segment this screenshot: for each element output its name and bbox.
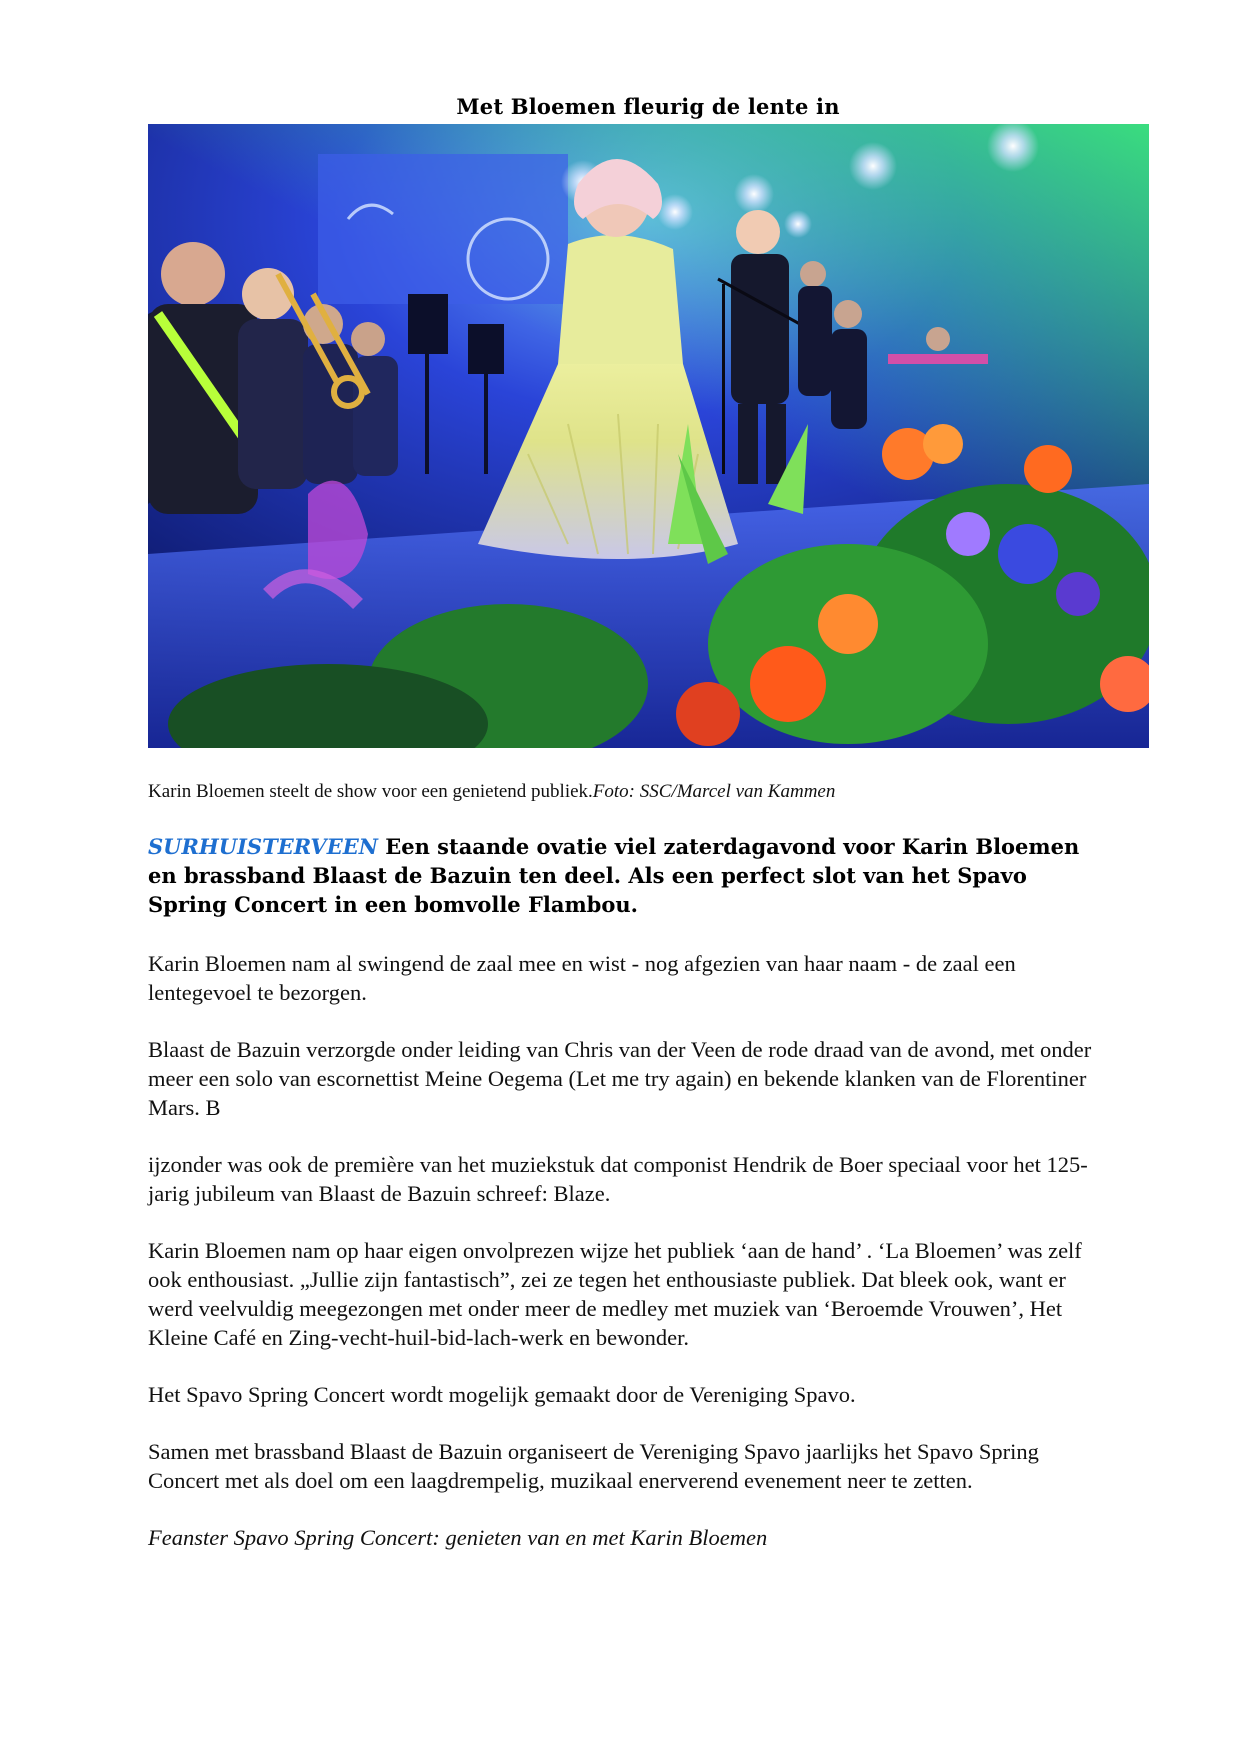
caption-text: Karin Bloemen steelt de show voor een genietend publiek.	[148, 781, 593, 802]
body-paragraph-3: ijzonder was ook de première van het muziekstuk dat componist Hendrik de Boer speciaal voor het 125-jarig jubileum van Blaast de Bazuin schreef: Blaze.	[148, 1152, 1088, 1206]
concert-photo	[148, 124, 1149, 748]
body-paragraph-2: Blaast de Bazuin verzorgde onder leiding van Chris van der Veen de rode draad van de avond, met onder meer een solo van escornettist Meine Oegema (Let me try again) en bekende klanken van de Florentiner Mars. B	[148, 1037, 1092, 1120]
dateline: SURHUISTERVEEN	[148, 834, 378, 859]
body-paragraph-5: Het Spavo Spring Concert wordt mogelijk gemaakt door de Vereniging Spavo.	[148, 1382, 856, 1407]
photo-credit: Foto: SSC/Marcel van Kammen	[592, 781, 836, 802]
body-paragraph-4: Karin Bloemen nam op haar eigen onvolprezen wijze het publiek ‘aan de hand’ . ‘La Bloemen’ was zelf ook enthousiast. „Jullie zijn fantastisch”, zei ze tegen het enthousiaste publiek. Dat bleek ook, want er werd veelvuldig meegezongen met onder meer de medley met muziek van ‘Beroemde Vrouwen’, Het Kleine Café en Zing-vecht-huil-bid-lach-werk en bewonder.	[148, 1238, 1082, 1350]
body-paragraph-1: Karin Bloemen nam al swingend de zaal mee en wist - nog afgezien van haar naam - de zaal een lentegevoel te bezorgen.	[148, 951, 1016, 1005]
article-body	[148, 949, 1108, 1580]
concert-photo-illustration	[148, 124, 1149, 748]
body-paragraph-6: Samen met brassband Blaast de Bazuin organiseert de Vereniging Spavo jaarlijks het Spavo Spring Concert met als doel om een laagdrempelig, muzikaal enerverend evenement neer te zetten.	[148, 1439, 1039, 1493]
article-headline: Met Bloemen fleurig de lente in	[456, 94, 840, 119]
photo-caption	[148, 781, 1148, 803]
article-lead	[148, 832, 1108, 919]
lead-text: Een staande ovatie viel zaterdagavond voor Karin Bloemen en brassband Blaast de Bazuin ten deel. Als een perfect slot van het Spavo Spring Concert in een bomvolle Flambou.	[148, 834, 1080, 917]
closing-line: Feanster Spavo Spring Concert: genieten van en met Karin Bloemen	[148, 1525, 768, 1550]
